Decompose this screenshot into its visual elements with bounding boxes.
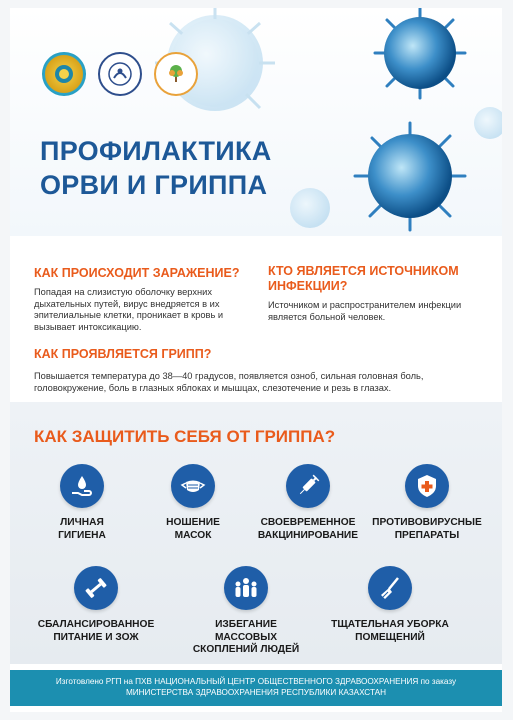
ministry-logo: [98, 52, 142, 96]
item-vaccination: [248, 464, 368, 542]
footer-line-1: Изготовлено РГП на ПХВ НАЦИОНАЛЬНЫЙ ЦЕНТР ОБЩЕСТВЕННОГО ЗДРАВООХРАНЕНИЯ по заказу: [55, 677, 457, 686]
item-avoid-crowds: [186, 566, 306, 657]
emblem-of-kazakhstan-logo: [42, 52, 86, 96]
syringe-icon: [286, 464, 330, 508]
title-line-1: ПРОФИЛАКТИКА: [40, 136, 272, 166]
protection-heading: КАК ЗАЩИТИТЬ СЕБЯ ОТ ГРИППА?: [34, 427, 336, 446]
people-icon: [224, 566, 268, 610]
page-title: [40, 134, 272, 202]
shield-cross-icon: [405, 464, 449, 508]
title-line-2: ОРВИ И ГРИППА: [40, 170, 268, 200]
dumbbell-icon: [74, 566, 118, 610]
item-antivirals: [367, 464, 487, 542]
infection-text: Попадая на слизистую оболочку верхних дыхательных путей, вирус внедряется в их эпителиальные клетки, проникает в кровь и вызывает интоксикацию.: [34, 287, 224, 332]
item-label: ИЗБЕГАНИЕ МАССОВЫХ СКОПЛЕНИЙ ЛЮДЕЙ: [192, 619, 300, 655]
source-heading: КТО ЯВЛЯЕТСЯ ИСТОЧНИКОМ ИНФЕКЦИИ?: [268, 264, 459, 293]
item-label: ПРОТИВОВИРУСНЫЕ ПРЕПАРАТЫ: [372, 517, 482, 541]
footer: [10, 670, 502, 706]
infection-heading: КАК ПРОИСХОДИТ ЗАРАЖЕНИЕ?: [34, 266, 240, 280]
hand-drop-icon: [60, 464, 104, 508]
item-nutrition: [36, 566, 156, 644]
item-label: СБАЛАНСИРОВАННОЕ ПИТАНИЕ И ЗОЖ: [37, 619, 155, 643]
item-label: ЛИЧНАЯ ГИГИЕНА: [58, 517, 106, 541]
symptoms-heading: КАК ПРОЯВЛЯЕТСЯ ГРИПП?: [34, 347, 212, 361]
info-section: [10, 236, 502, 402]
item-hygiene: [22, 464, 142, 542]
broom-icon: [368, 566, 412, 610]
item-label: СВОЕВРЕМЕННОЕ ВАКЦИНИРОВАНИЕ: [257, 517, 359, 541]
item-masks: [133, 464, 253, 542]
item-cleaning: [330, 566, 450, 644]
symptoms-text: Повышается температура до 38—40 градусов, появляется озноб, сильная головная боль, головокружение, боль в глазных яблоках и мышцах, слезотечение и резь в глазах.: [34, 371, 424, 393]
item-label: НОШЕНИЕ МАСОК: [166, 517, 220, 541]
item-label: ТЩАТЕЛЬНАЯ УБОРКА ПОМЕЩЕНИЙ: [331, 619, 449, 643]
logos-row: [42, 52, 198, 96]
mask-icon: [171, 464, 215, 508]
health-center-logo: [154, 52, 198, 96]
hero-banner: [10, 8, 502, 236]
protection-section: [10, 402, 502, 664]
footer-line-2: МИНИСТЕРСТВА ЗДРАВООХРАНЕНИЯ РЕСПУБЛИКИ КАЗАХСТАН: [125, 688, 387, 697]
source-text: Источником и распространителем инфекции является больной человек.: [268, 300, 462, 322]
poster: [10, 8, 502, 712]
